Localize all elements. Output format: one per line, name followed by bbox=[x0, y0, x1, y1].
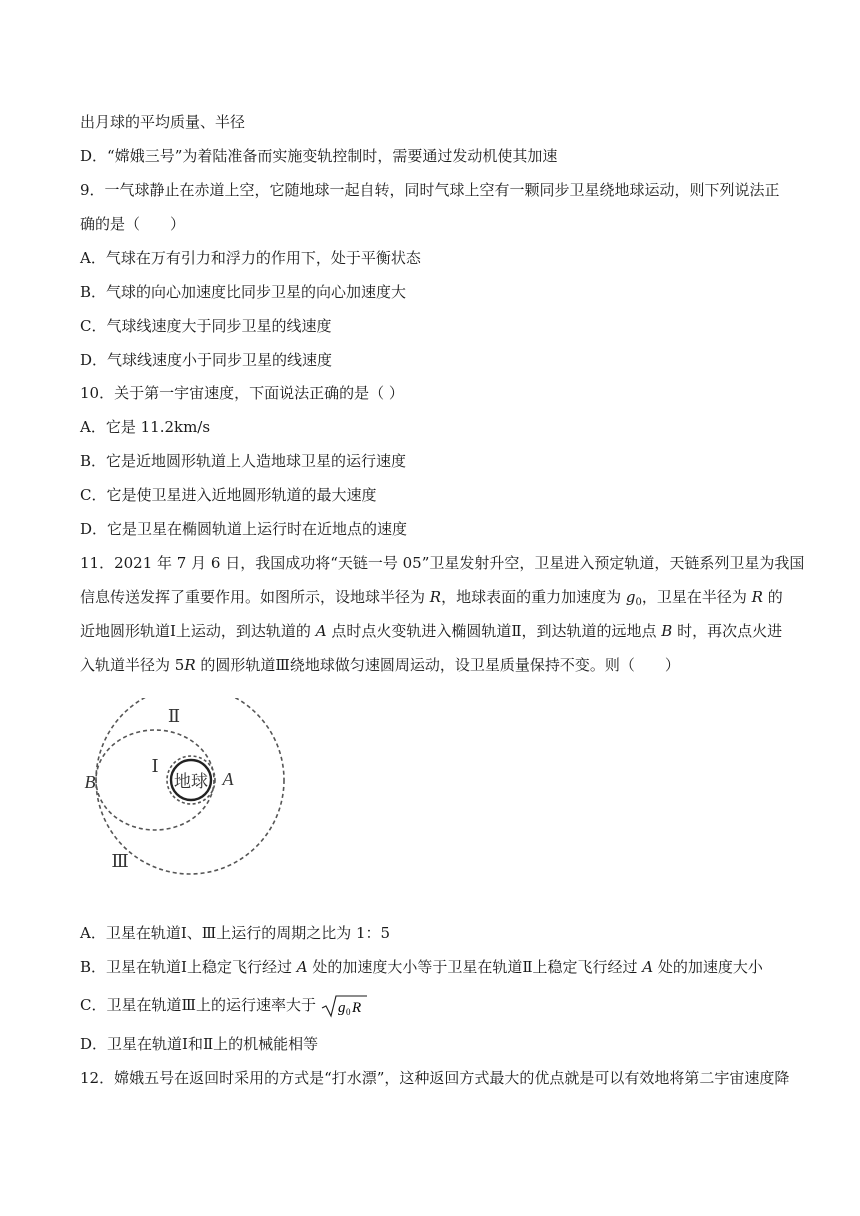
question-9-stem: 9．一气球静止在赤道上空，它随地球一起自转，同时气球上空有一颗同步卫星绕地球运动，则下列说法正 bbox=[80, 181, 780, 199]
question-11-option-a: A．卫星在轨道Ⅰ、Ⅲ上运行的周期之比为 1：5 bbox=[80, 924, 391, 942]
text-span: 处的加速度大小 bbox=[653, 958, 763, 976]
question-9-option-c: C．气球线速度大于同步卫星的线速度 bbox=[80, 317, 332, 335]
question-11-option-b bbox=[80, 957, 763, 977]
text-span: 信息传送发挥了重要作用。如图所示，设地球半径为 bbox=[80, 588, 430, 606]
text-span: 入轨道半径为 5 bbox=[80, 656, 185, 674]
question-10-stem: 10．关于第一宇宙速度，下面说法正确的是（ ） bbox=[80, 384, 404, 402]
question-10-option-d: D．它是卫星在椭圆轨道上运行时在近地点的速度 bbox=[80, 520, 408, 538]
label-orbit-i: Ⅰ bbox=[151, 756, 159, 776]
symbol-r: R bbox=[184, 656, 196, 674]
sqrt-symbol bbox=[321, 994, 367, 1018]
label-point-b: B bbox=[84, 772, 96, 792]
symbol-a: A bbox=[642, 958, 654, 976]
sqrt-sub-0: 0 bbox=[345, 1007, 351, 1017]
text-span: ，卫星在半径为 bbox=[641, 588, 752, 606]
text-span: 的 bbox=[762, 588, 783, 606]
subscript-0: 0 bbox=[635, 597, 642, 608]
text-span: 时，再次点火进 bbox=[672, 622, 783, 640]
question-10-option-b: B．它是近地圆形轨道上人造地球卫星的运行速度 bbox=[80, 452, 407, 470]
earth-label: 地球 bbox=[174, 772, 208, 791]
symbol-a: A bbox=[296, 958, 308, 976]
question-11-stem-4 bbox=[80, 655, 680, 675]
question-10-option-a: A．它是 11.2km/s bbox=[80, 418, 211, 436]
symbol-r: R bbox=[429, 588, 442, 606]
symbol-b: B bbox=[661, 622, 673, 640]
text-line: 出月球的平均质量、半径 bbox=[80, 113, 246, 131]
label-orbit-iii: Ⅲ bbox=[111, 851, 129, 871]
symbol-r: R bbox=[751, 588, 763, 606]
question-11-stem: 11．2021 年 7 月 6 日，我国成功将“天链一号 05”卫星发射升空，卫星进入预定轨道，天链系列卫星为我国 bbox=[80, 554, 805, 572]
option-d-prev: D．“嫦娥三号”为着陆准备而实施变轨控制时，需要通过发动机使其加速 bbox=[80, 147, 558, 165]
text-span: C．卫星在轨道Ⅲ上的运行速率大于 bbox=[80, 996, 316, 1014]
symbol-a: A bbox=[315, 622, 327, 640]
question-10-option-c: C．它是使卫星进入近地圆形轨道的最大速度 bbox=[80, 486, 377, 504]
question-9-option-d: D．气球线速度小于同步卫星的线速度 bbox=[80, 351, 333, 369]
question-9-option-a: A．气球在万有引力和浮力的作用下，处于平衡状态 bbox=[80, 249, 421, 267]
sqrt-g: g bbox=[337, 1000, 346, 1016]
text-span: 处的加速度大小等于卫星在轨道Ⅱ上稳定飞行经过 bbox=[307, 958, 643, 976]
symbol-g: g bbox=[625, 588, 636, 606]
question-11-option-c bbox=[80, 994, 367, 1018]
text-span: 近地圆形轨道Ⅰ上运动，到达轨道的 bbox=[80, 622, 316, 640]
text-span: B．卫星在轨道Ⅰ上稳定飞行经过 bbox=[80, 958, 297, 976]
sqrt-r: R bbox=[351, 1000, 361, 1016]
text-span: ，地球表面的重力加速度为 bbox=[441, 588, 626, 606]
question-11-stem-2 bbox=[80, 587, 783, 613]
question-11-stem-3 bbox=[80, 621, 782, 641]
question-9-option-b: B．气球的向心加速度比同步卫星的向心加速度大 bbox=[80, 283, 407, 301]
label-point-a: A bbox=[222, 769, 234, 789]
question-9-stem-cont: 确的是（ ） bbox=[80, 215, 186, 233]
text-span: 点时点火变轨进入椭圆轨道Ⅱ，到达轨道的远地点 bbox=[326, 622, 662, 640]
question-12-stem: 12．嫦娥五号在返回时采用的方式是“打水漂”，这种返回方式最大的优点就是可以有效地将第二宇宙速度降 bbox=[80, 1069, 790, 1087]
text-span: 的圆形轨道Ⅲ绕地球做匀速圆周运动，设卫星质量保持不变。则（ ） bbox=[195, 656, 680, 674]
orbit-diagram bbox=[78, 698, 293, 883]
question-11-option-d: D．卫星在轨道Ⅰ和Ⅱ上的机械能相等 bbox=[80, 1035, 319, 1053]
label-orbit-ii: Ⅱ bbox=[167, 706, 181, 726]
